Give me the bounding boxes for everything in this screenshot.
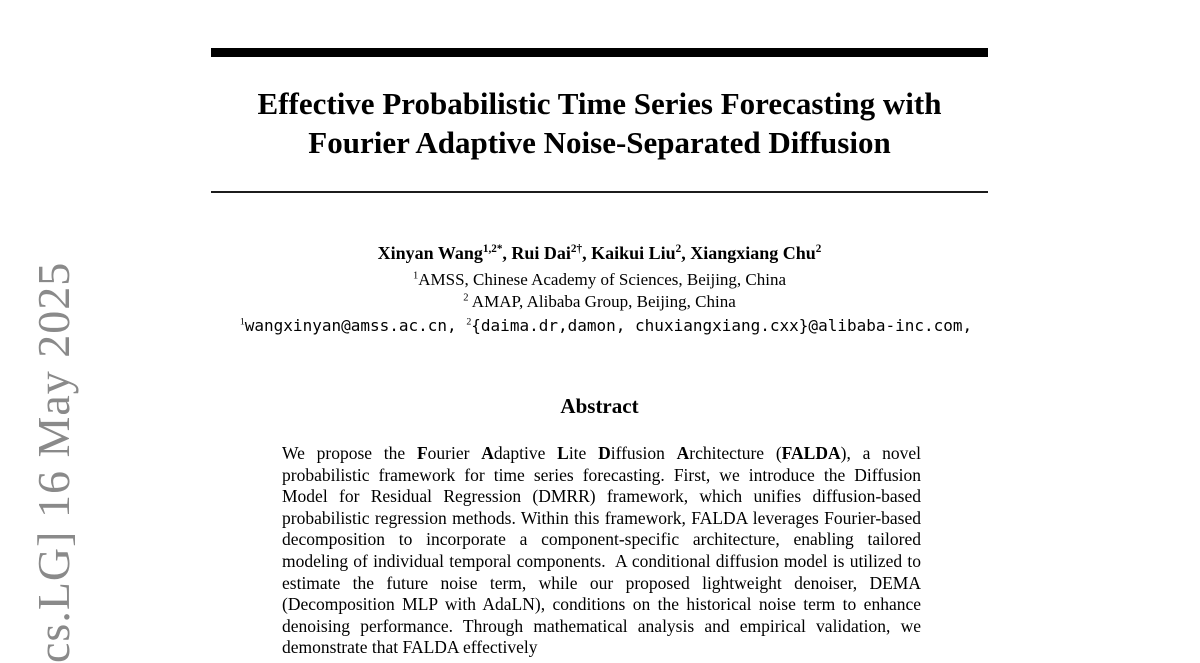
title-bottom-rule xyxy=(211,191,988,193)
affiliation-amap: $^2$ AMAP, Alibaba Group, Beijing, China xyxy=(463,292,736,311)
title-line-1: Effective Probabilistic Time Series Forecasting with xyxy=(257,86,942,121)
abstract-heading: Abstract xyxy=(560,394,639,418)
paper-title xyxy=(211,84,988,162)
top-rule xyxy=(211,48,988,57)
authors-line: Xinyan Wang$^{1,2*}$, Rui Dai$^{2\dagger}$, Kaikui Liu$^2$, Xiangxiang Chu$^2$ xyxy=(377,243,822,263)
arxiv-watermark: cs.LG] 16 May 2025 xyxy=(28,261,79,663)
emails-line: $^1$wangxinyan@amss.ac.cn, $^2${daima.dr,damon, chuxiangxiang.cxx}@alibaba-inc.com, xyxy=(239,316,973,335)
title-line-2: Fourier Adaptive Noise-Separated Diffusion xyxy=(308,125,891,160)
affiliation-amss: $^1$AMSS, Chinese Academy of Sciences, Beijing, China xyxy=(412,270,787,289)
abstract-text: We propose the Fourier Adaptive Lite Diffusion Architecture (FALDA), a novel probabilistic framework for time series forecasting. First, we introduce the Diffusion Model for Residual Regression (DMRR) framework, which unifies diffusion-based probabilistic regression methods. Within this framework, FALDA leverages Fourier-based decomposition to incorporate a component-specific architecture, enabling tailored modeling of individual temporal components. A conditional diffusion model is utilized to estimate the future noise term, while our proposed lightweight denoiser, DEMA (Decomposition MLP with AdaLN), conditions on the historical noise term to enhance denoising performance. Through mathematical analysis and empirical validation, we demonstrate that FALDA effectively xyxy=(282,443,922,658)
